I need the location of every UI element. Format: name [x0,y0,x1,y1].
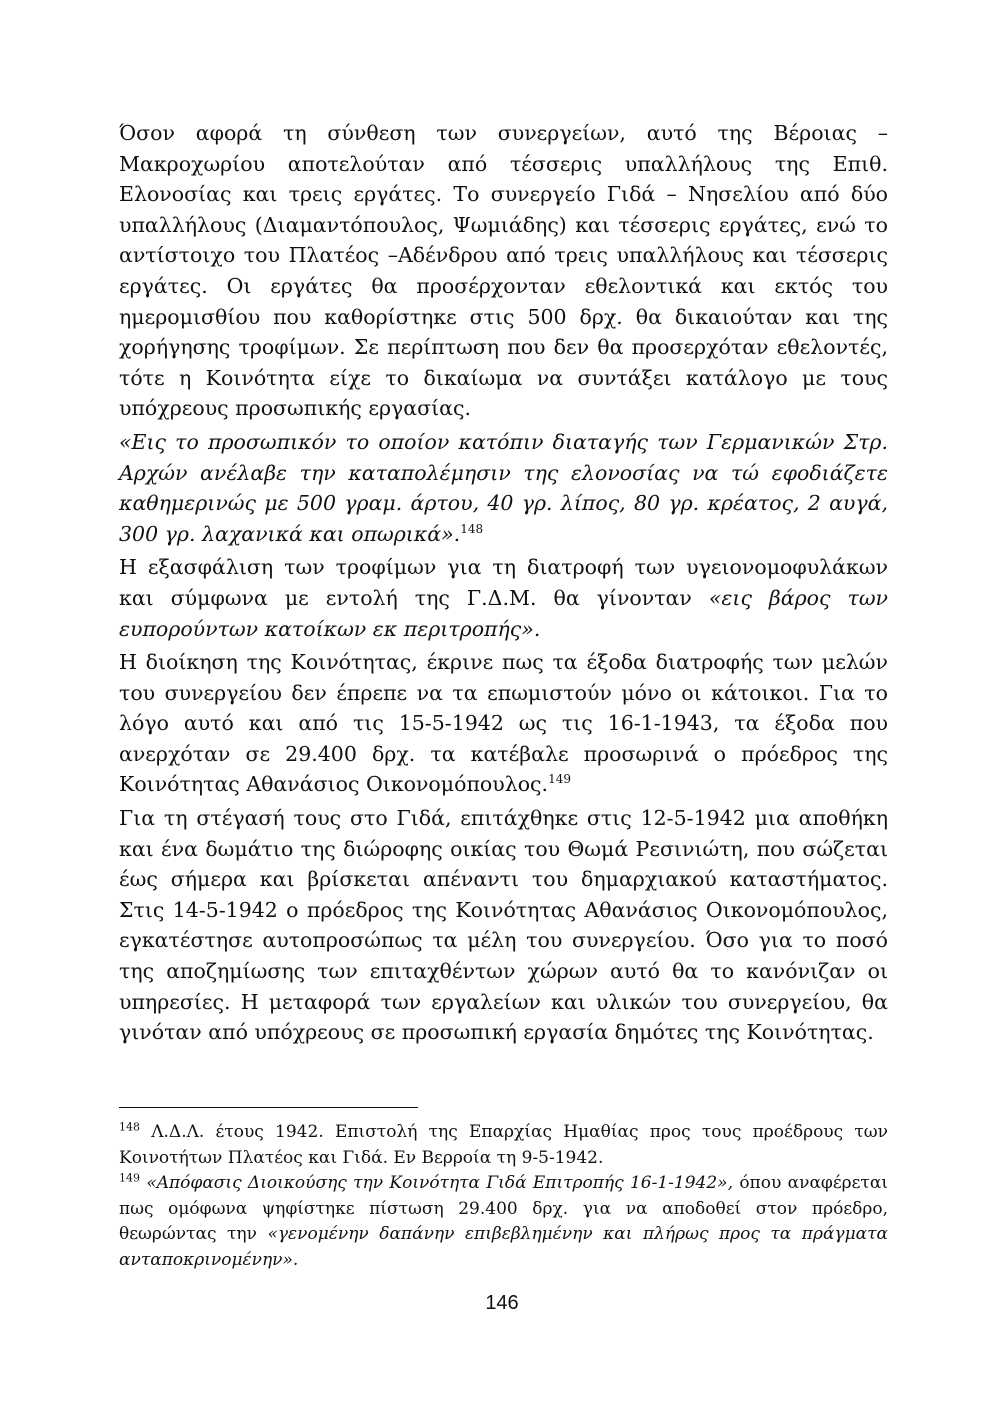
quote-text: «Εις το προσωπικόν το οποίον κατόπιν διαταγής των Γερμανικών Στρ. Αρχών ανέλαβε την καταπολέμησιν της ελονοσίας να τώ εφοδιάζετε καθημερινώς με 500 γραμ. άρτου, 40 γρ. λίπος, 80 γρ. κρέατος, 2 αυγά, 300 γρ. λαχανικά και οπωρικά». [119,429,888,546]
footnote-149 [119,1171,888,1273]
footnote-text: Λ.Δ.Λ. έτους 1942. Επιστολή της Επαρχίας Ημαθίας προς τους προέδρους των Κοινοτήτων Πλατέος και Γιδά. Εν Βερροία τη 9-5-1942. [119,1122,888,1168]
paragraph-food-quote [119,427,888,549]
footnote-148 [119,1120,888,1171]
paragraph-expenses [119,647,888,800]
paragraph-housing [119,803,888,1048]
paragraph-text: Για τη στέγασή τους στο Γιδά, επιτάχθηκε στις 12-5-1942 μια αποθήκη και ένα δωμάτιο της διώροφης οικίας του Θωμά Ρεσινιώτη, που σώζεται έως σήμερα και βρίσκεται απέναντι του δημαρχιακού καταστήματος. Στις 14-5-1942 ο πρόεδρος της Κοινότητας Αθανάσιος Οικονομόπουλος, εγκατέστησε αυτοπροσώπως τα μέλη του συνεργείου. Όσο για το ποσό της αποζημίωσης των επιταχθέντων χώρων αυτό θα το κανόνιζαν οι υπηρεσίες. Η μεταφορά των εργαλείων και υλικών του συνεργείου, θα γινόταν από υπόχρεους σε προσωπική εργασία δημότες της Κοινότητας. [119,806,888,1045]
paragraph-text: Η διοίκηση της Κοινότητας, έκρινε πως τα έξοδα διατροφής των μελών του συνεργείου δεν έπρεπε να τα επωμιστούν μόνο οι κάτοικοι. Για το λόγο αυτό και από τις 15-5-1942 ως τις 16-1-1943, τα έξοδα που ανερχόταν σε 29.400 δρχ. τα κατέβαλε προσωρινά ο πρόεδρος της Κοινότητας Αθανάσιος Οικονομόπουλος. [119,650,888,797]
footnote-separator [119,1107,418,1108]
paragraph-work-crews [119,118,888,424]
footnotes [119,1120,888,1273]
footnote-text: όπου αναφέρεται πως ομόφωνα ψηφίστηκε πίστωση 29.400 δρχ. για να αποδοθεί στον πρόεδρο, θεωρώντας την [119,1173,888,1244]
paragraph-food-supply [119,552,888,644]
footnote-number: 149 [119,1171,140,1185]
footnote-number: 148 [119,1120,140,1134]
footnote-ref-149[interactable]: 149 [548,772,571,787]
footnote-quote: «Απόφασις Διοικούσης την Κοινότητα Γιδά Επιτροπής 16-1-1942», [140,1173,733,1193]
page-number: 146 [485,1292,519,1314]
footnote-quote: «γενομένην δαπάνην επιβεβλημένην και πλήρως προς τα πράγματα ανταποκρινομένην». [119,1224,888,1270]
paragraph-text: Όσον αφορά τη σύνθεση των συνεργείων, αυτό της Βέροιας – Μακροχωρίου αποτελούταν από τέσσερις υπαλλήλους της Επιθ. Ελονοσίας και τρεις εργάτες. Το συνεργείο Γιδά – Νησελίου από δύο υπαλλήλους (Διαμαντόπουλος, Ψωμιάδης) και τέσσερις εργάτες, ενώ το αντίστοιχο του Πλατέος –Αδένδρου από τρεις υπαλλήλους και τέσσερις εργάτες. Οι εργάτες θα προσέρχονταν εθελοντικά και εκτός του ημερομισθίου που καθορίστηκε στις 500 δρχ. θα δικαιούταν και της χορήγησης τροφίμων. Σε περίπτωση που δεν θα προσερχόταν εθελοντές, τότε η Κοινότητα είχε το δικαίωμα να συντάξει κατάλογο με τους υπόχρεους προσωπικής εργασίας. [119,121,888,421]
body-text [119,118,888,1051]
inline-quote: «εις βάρος των ευπορούντων κατοίκων εκ περιτροπής». [119,585,888,641]
footnote-ref-148[interactable]: 148 [460,521,484,536]
paragraph-text: Η εξασφάλιση των τροφίμων για τη διατροφή των υγειονομοφυλάκων και σύμφωνα με εντολή της Γ.Δ.Μ. θα γίνονταν [119,555,888,610]
